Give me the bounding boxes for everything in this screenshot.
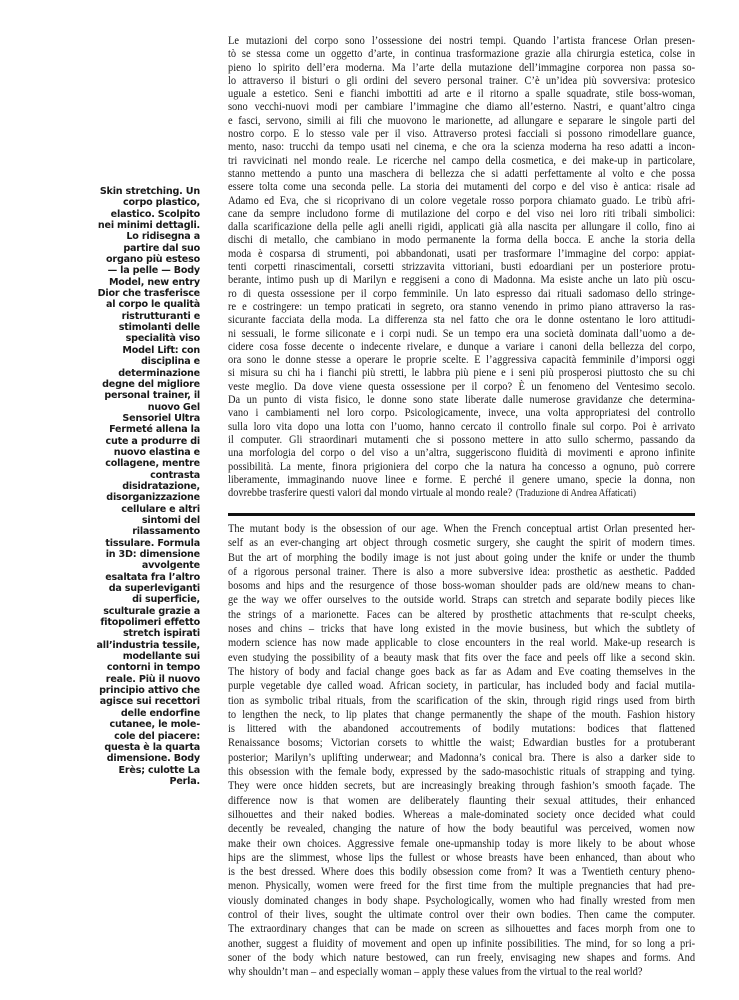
sidebar-line bbox=[58, 368, 200, 379]
translation-credit: (Traduzione di Andrea Affaticati) bbox=[515, 488, 637, 500]
english-text-line-text: another, suggest a fluidity of movement and open up infinite possibilities. The mind, for so long a pri- bbox=[228, 936, 696, 950]
sidebar-line bbox=[58, 753, 200, 764]
english-text-line bbox=[228, 765, 695, 779]
sidebar-caption bbox=[58, 186, 200, 787]
english-text-line-text: difference now is that women are deliberately flaunting their sexual attitudes, their enhanced bbox=[228, 793, 696, 807]
sidebar-line-text: corpo plastico, bbox=[123, 197, 200, 209]
italian-text-line-text: lo attraverso il bisturi o gli ordini del severo personal trainer. C’è un’idea più sovversiva: protesico bbox=[228, 73, 696, 87]
english-text-line bbox=[228, 565, 695, 579]
italian-text-line-text: ora sono le donne stesse a operare le proprie scelte. E l’aggressiva capacità femminile d’imporsi oggi bbox=[228, 353, 696, 367]
italian-text-line bbox=[228, 100, 695, 113]
english-text-line-text: But the art of morphing the bodily image is not just about going under the knife or under the thumb bbox=[228, 550, 696, 564]
sidebar-line bbox=[58, 322, 200, 333]
sidebar-line bbox=[58, 708, 200, 719]
sidebar-line bbox=[58, 674, 200, 685]
english-text-line-text: The mutant body is the obsession of our age. When the French conceptual artist Orlan presented her- bbox=[228, 522, 696, 535]
italian-text-line bbox=[228, 74, 695, 87]
sidebar-line bbox=[58, 424, 200, 435]
italian-text-line-text: ro di questa ossessione per il corpo femminile. Un lato espresso dai rituali sadomaso dello stringe- bbox=[228, 286, 696, 300]
sidebar-line-text: ristrutturanti e bbox=[121, 310, 200, 322]
english-text-line bbox=[228, 651, 695, 665]
english-text-line-text: They were once hidden secrets, but are increasingly breaking through fashion’s smooth façade. The bbox=[228, 779, 696, 793]
sidebar-line-text: all’industria tessile, bbox=[96, 639, 200, 651]
sidebar-line bbox=[58, 492, 200, 503]
english-text-line bbox=[228, 736, 695, 750]
italian-text-line-text: e fasci, servono, simili ai fili che muovono le marionette, ad allungare e separare le singole parti del bbox=[228, 113, 696, 127]
italian-text-line-text: cidere cosa fosse decente o indecente rivelare, e dunque a variare i canoni della bellezza del corpo, bbox=[228, 339, 696, 353]
english-text-line-text: self as an ever-changing art object through cosmetic surgery, she caught the spirit of modern times. bbox=[228, 536, 696, 550]
italian-text-line bbox=[228, 393, 695, 406]
sidebar-line bbox=[58, 685, 200, 696]
sidebar-line bbox=[58, 742, 200, 753]
sidebar-line-text: elastico. Scolpito bbox=[110, 208, 200, 220]
english-text-line-text: Renaissance bosoms; Victorian corsets to whittle the waist; Edwardian bustles for a protuberant bbox=[228, 736, 696, 750]
italian-text-line bbox=[228, 446, 695, 459]
sidebar-line bbox=[58, 538, 200, 549]
english-text-line-text: tion as symbolic tribal rituals, from the scarification of the skin, through rigid rings used from birth bbox=[228, 693, 696, 707]
sidebar-line-text: cutanee, le mole- bbox=[109, 719, 200, 731]
english-text-line bbox=[228, 779, 695, 793]
italian-text-line bbox=[228, 61, 695, 74]
italian-text-line-text: tenti corpetti rinascimentali, corsetti strizzavita vittoriani, busti edoardiani per un posteriore protu- bbox=[228, 260, 696, 274]
italian-text-line-text: berante, intimo push up di Marilyn e reggiseni a cono di Madonna. Ma esiste anche un lato più oscu- bbox=[228, 273, 696, 287]
sidebar-line bbox=[58, 311, 200, 322]
sidebar-line bbox=[58, 390, 200, 401]
english-text-line bbox=[228, 822, 695, 836]
italian-text-line bbox=[228, 247, 695, 260]
english-text-line bbox=[228, 894, 695, 908]
italian-text-line-text: possibilità. La mente, finora prigioniera del corpo che la natura ha concesso a ognuno, può correre bbox=[228, 459, 696, 473]
italian-text-line-text: Adamo ed Eva, che si ricoprivano di un colore vegetale rosso porpora chiamato guado. Le tribù afri- bbox=[228, 193, 696, 207]
sidebar-line bbox=[58, 254, 200, 265]
sidebar-line-text: rilassamento bbox=[132, 526, 200, 538]
sidebar-line-text: Erès; culotte La bbox=[118, 764, 200, 776]
italian-text-line-text: Le mutazioni del corpo sono l’ossessione dei nostri tempi. Quando l’artista francese Orlan presen- bbox=[228, 34, 696, 47]
italian-text-line bbox=[228, 207, 695, 220]
sidebar-line bbox=[58, 731, 200, 742]
sidebar-line-text: stimolanti delle bbox=[118, 322, 200, 334]
sidebar-line-text: Perla. bbox=[169, 775, 200, 787]
sidebar-line-text: collagene, mentre bbox=[105, 458, 200, 470]
english-text-line bbox=[228, 837, 695, 851]
english-text-line-text: ge the way we offer ourselves to the outside world. Straps can stretch and separate bodily pieces like bbox=[228, 593, 696, 607]
italian-text-line bbox=[228, 34, 695, 47]
english-text-line-text: to lengthen the neck, to lip plates that change permanently the shape of the mouth. Fashion history bbox=[228, 707, 696, 721]
italian-text-line-text: dischi di metallo, che cambiano in modo permanente la forma della bocca. E anche la storia della bbox=[228, 233, 696, 247]
english-text-line bbox=[228, 636, 695, 650]
sidebar-line bbox=[58, 719, 200, 730]
italian-text-line-text: uguale a estetico. Seni e fianchi imbottiti ad arte e il ritorno a spalle squadrate, stile boss-woman, bbox=[228, 87, 696, 101]
english-text-line-text: hips are the slimmest, whose lips the fullest or whose breasts have been enhanced, than about who bbox=[228, 850, 696, 864]
english-text-line-text: soner of the body which nature bestowed, can run freely, envisaging new shapes and forms. And bbox=[228, 950, 696, 964]
sidebar-line bbox=[58, 606, 200, 617]
sidebar-line-text: — la pelle — Body bbox=[107, 265, 200, 277]
sidebar-line bbox=[58, 436, 200, 447]
sidebar-line bbox=[58, 288, 200, 299]
sidebar-line bbox=[58, 356, 200, 367]
italian-text-line bbox=[228, 47, 695, 60]
sidebar-line bbox=[58, 640, 200, 651]
sidebar-line bbox=[58, 515, 200, 526]
english-text-line-text: the strings of a marionette. Faces can be altered by prosthetic attachments that re-sculpt cheeks, bbox=[228, 607, 696, 621]
italian-text-line bbox=[228, 167, 695, 180]
italian-text-line bbox=[228, 486, 695, 499]
italian-text-line-text: stanno mettendo a punto una maschera di bellezza che si adatti perfettamente al volto e che possa bbox=[228, 166, 696, 180]
italian-text-line bbox=[228, 460, 695, 473]
sidebar-line bbox=[58, 345, 200, 356]
italian-text-line bbox=[228, 233, 695, 246]
italian-text-line bbox=[228, 300, 695, 313]
sidebar-line-text: Skin stretching. Un bbox=[99, 186, 200, 197]
sidebar-line bbox=[58, 379, 200, 390]
sidebar-line bbox=[58, 549, 200, 560]
english-text-line-text: viously dominated changes in body shape. Psychologically, women who had finally wrested from men bbox=[228, 893, 696, 907]
italian-text-line-text: ni sessuali, le forme siliconate e i corpi nudi. Se un tempo era una società dominata dall’uomo a de- bbox=[228, 326, 696, 340]
italian-text-line bbox=[228, 473, 695, 486]
italian-text-line-text: essere tolta come una seconda pelle. La storia dei mutamenti del corpo e del viso è antica: risale ad bbox=[228, 180, 696, 194]
italian-text-line bbox=[228, 420, 695, 433]
section-divider bbox=[228, 513, 695, 516]
italian-text-line bbox=[228, 220, 695, 233]
sidebar-line bbox=[58, 696, 200, 707]
english-text-line-text: modern science has now made applicable to close encounters in the real world. Make-up research is bbox=[228, 636, 696, 650]
sidebar-line bbox=[58, 458, 200, 469]
english-text-line bbox=[228, 665, 695, 679]
sidebar-line-text: sintomi del bbox=[141, 514, 200, 526]
sidebar-line-text: sculturale grazie a bbox=[103, 605, 200, 617]
sidebar-line-text: Model Lift: con bbox=[122, 344, 200, 356]
sidebar-line bbox=[58, 765, 200, 776]
english-text-line-text: posterior; Marilyn’s uplifting underwear; and Madonna’s conical bra. There is also a darker side to bbox=[228, 750, 696, 764]
sidebar-line bbox=[58, 413, 200, 424]
english-text-line bbox=[228, 679, 695, 693]
english-text-line bbox=[228, 908, 695, 922]
sidebar-line-text: nuovo Gel bbox=[147, 401, 200, 413]
english-text-line-text: make their own choices. Aggressive female one-upmanship today is more likely to be about whose bbox=[228, 836, 696, 850]
sidebar-line-text: organo più esteso bbox=[106, 254, 200, 266]
english-text-line-text: The history of body and facial change goes back as far as Adam and Eve coating themselves in the bbox=[228, 664, 696, 678]
italian-text-line-text: sulla loro vita dopo una lotta con l’uomo, hanno cercato il controllo finale sul corpo. Poi è arrivato bbox=[228, 419, 696, 433]
sidebar-line bbox=[58, 560, 200, 571]
english-text-line-text: this obsession with the female body, expressed by the sado-masochistic rituals of strapping and tying. bbox=[228, 765, 696, 779]
sidebar-line bbox=[58, 594, 200, 605]
italian-text-line-text: re e costringere: un tempo praticati in segreto, ora stanno venendo in primo piano attraverso la ras- bbox=[228, 299, 696, 313]
sidebar-line bbox=[58, 402, 200, 413]
english-text-line-text: silhouettes and their naked bodies. Whereas a male-dominated society once decided what could bbox=[228, 807, 696, 821]
sidebar-line bbox=[58, 628, 200, 639]
sidebar-line bbox=[58, 651, 200, 662]
italian-text-line bbox=[228, 180, 695, 193]
english-text-line bbox=[228, 794, 695, 808]
english-text-line-text: The extraordinary changes that can be made on screen as silhouettes and faces morph from one to bbox=[228, 922, 696, 936]
italian-text-line bbox=[228, 406, 695, 419]
english-text-line bbox=[228, 593, 695, 607]
english-text-line bbox=[228, 551, 695, 565]
italian-text-line bbox=[228, 127, 695, 140]
sidebar-line-text: Lo ridisegna a bbox=[126, 231, 200, 243]
sidebar-line-text: disidratazione, bbox=[122, 480, 200, 492]
italian-text-line-text: si misura su chi ha i fianchi più stretti, le labbra più piene e i seni più prosperosi piuttosto che su chi bbox=[228, 366, 696, 380]
sidebar-line-text: di superficie, bbox=[132, 594, 200, 606]
sidebar-line-text: Sensoriel Ultra bbox=[122, 412, 200, 424]
sidebar-line-text: nei minimi dettagli. bbox=[97, 220, 200, 232]
english-text-line bbox=[228, 937, 695, 951]
italian-text-line-text: il computer. Gli straordinari mutamenti che si possono mettere in atto sullo schermo, passando da bbox=[228, 432, 696, 446]
sidebar-line bbox=[58, 583, 200, 594]
sidebar-line bbox=[58, 265, 200, 276]
english-text-line-text: even studying the possibility of a beauty mask that fits over the face and peels off like a second skin. bbox=[228, 650, 696, 664]
sidebar-line-text: degne del migliore bbox=[102, 378, 200, 390]
italian-text-line-text: pieno lo spirito dell’era moderna. Ma l’arte della mutazione dell’immagine corporea non passa so- bbox=[228, 60, 696, 74]
italian-text-line bbox=[228, 154, 695, 167]
italian-text-line-text: dalla scarificazione della pelle agli anelli rigidi, applicati già alla nascita per allungare il collo, fino ai bbox=[228, 220, 696, 234]
sidebar-line-text: fitopolimeri effetto bbox=[100, 617, 200, 629]
sidebar-line bbox=[58, 776, 200, 787]
sidebar-line bbox=[58, 197, 200, 208]
sidebar-line-text: disorganizzazione bbox=[106, 492, 200, 504]
italian-text-line-text: nostro corpo. E lo stesso vale per il viso. Attraverso protesi facciali si possono rimodellare guance, bbox=[228, 127, 696, 141]
sidebar-line bbox=[58, 447, 200, 458]
italian-text-line bbox=[228, 87, 695, 100]
english-text-line bbox=[228, 879, 695, 893]
english-text-line-text: is littered with the abandoned accoutrements of bodily mutations: bodices that flattened bbox=[228, 722, 696, 736]
english-text-line-text: purple vegetable dye called woad. African society, in particular, has included body and facial mutila- bbox=[228, 679, 696, 693]
sidebar-line bbox=[58, 572, 200, 583]
english-text-line bbox=[228, 622, 695, 636]
italian-text-line bbox=[228, 327, 695, 340]
italian-text-line bbox=[228, 287, 695, 300]
sidebar-line bbox=[58, 526, 200, 537]
english-text-line bbox=[228, 722, 695, 736]
english-text-line-text: menon. Physically, women were freed for the first time from the multiple pregnancies that had pre- bbox=[228, 879, 696, 893]
sidebar-line-text: dimensione. Body bbox=[106, 753, 200, 765]
sidebar-line bbox=[58, 277, 200, 288]
english-text-line bbox=[228, 922, 695, 936]
italian-text-line bbox=[228, 194, 695, 207]
italian-text-line bbox=[228, 340, 695, 353]
sidebar-line-text: questa è la quarta bbox=[104, 741, 200, 753]
english-text-line bbox=[228, 951, 695, 965]
english-text-line bbox=[228, 865, 695, 879]
english-text-line-text: noses and chins – tricks that have long existed in the movie business, but which the subtlety of bbox=[228, 622, 696, 636]
sidebar-line-text: stretch ispirati bbox=[122, 628, 200, 640]
italian-text-line bbox=[228, 273, 695, 286]
sidebar-line bbox=[58, 186, 200, 197]
italian-text-line bbox=[228, 114, 695, 127]
italian-text-line-text: Da un punto di vista fisico, le donne sono state liberate dalle numerose gravidanze che determina- bbox=[228, 393, 696, 407]
english-text-line bbox=[228, 708, 695, 722]
italian-text-line-text: moda è cosparsa di strumenti, poi abbandonati, usati per trasformare l’immagine del corpo: appiat- bbox=[228, 246, 696, 260]
italian-text-line bbox=[228, 433, 695, 446]
sidebar-line-text: contrasta bbox=[150, 469, 200, 481]
english-text-line bbox=[228, 536, 695, 550]
english-text-line bbox=[228, 579, 695, 593]
sidebar-line-text: al corpo le qualità bbox=[105, 299, 200, 311]
sidebar-line-text: contorni in tempo bbox=[106, 662, 200, 674]
sidebar-line-text: avvolgente bbox=[141, 560, 200, 572]
sidebar-line bbox=[58, 220, 200, 231]
english-text-line bbox=[228, 694, 695, 708]
sidebar-line bbox=[58, 617, 200, 628]
sidebar-line-text: cole del piacere: bbox=[114, 730, 200, 742]
italian-text-line bbox=[228, 380, 695, 393]
english-text-line bbox=[228, 851, 695, 865]
sidebar-line-text: da superleviganti bbox=[108, 583, 200, 595]
italian-text-line bbox=[228, 353, 695, 366]
sidebar-line-text: Model, new entry bbox=[108, 276, 200, 288]
italian-text-line-text: vano i cambiamenti nel loro corpo. Psicologicamente, invece, una volta appropriatesi del controllo bbox=[228, 406, 696, 420]
sidebar-line-text: reale. Più il nuovo bbox=[105, 673, 200, 685]
english-text-line-text: is the best dressed. Where does this bodily obsession come from? It was a Twentieth century pheno- bbox=[228, 865, 696, 879]
italian-text-line-text: veste meglio. Da dove viene questa ossessione per il corpo? È un fenomeno del Ventesimo secolo. bbox=[228, 379, 696, 393]
italian-text-line-text: cane da sempre includono forme di mutilazione del corpo e del viso nei loro riti tribali simbolici: bbox=[228, 206, 696, 220]
english-text-line bbox=[228, 808, 695, 822]
english-article-text bbox=[228, 522, 695, 980]
italian-text-line-text: sono vecchi-nuovi modi per cambiare l’immagine che diamo all’esterno. Nastri, e quant’altro cinga bbox=[228, 100, 696, 114]
sidebar-line-text: in 3D: dimensione bbox=[105, 549, 200, 560]
sidebar-line-text: personal trainer, il bbox=[104, 390, 200, 402]
sidebar-line-text: principio attivo che bbox=[99, 685, 200, 697]
sidebar-line bbox=[58, 231, 200, 242]
english-text-line-text: why shouldn’t man – and especially woman – apply these values from the virtual to the real world? bbox=[228, 965, 643, 979]
english-text-line-text: decently be revealed, changing the nature of how the body beautiful was perceived, women now bbox=[228, 822, 696, 836]
italian-text-line bbox=[228, 366, 695, 379]
english-text-line-text: of a rigorous personal trainer. There is also a more subversive idea: prosthetic as aesthetic. Padded bbox=[228, 564, 696, 578]
sidebar-line-text: modellante sui bbox=[122, 651, 200, 663]
italian-text-line bbox=[228, 260, 695, 273]
english-text-line bbox=[228, 751, 695, 765]
italian-text-line-text: tri ravvicinati nel mondo reale. Le ricerche nel campo della cosmetica, e dei make-up in particolare, bbox=[228, 153, 696, 167]
sidebar-line-text: partire dal suo bbox=[123, 242, 200, 254]
sidebar-line-text: disciplina e bbox=[140, 356, 200, 368]
english-text-line-text: control of their lives, sought the ultimate control over their own bodies. Then came the computer. bbox=[228, 908, 696, 922]
sidebar-line bbox=[58, 333, 200, 344]
italian-text-line-text: dovrebbe trasferire questi valori dal mondo virtuale al mondo reale? bbox=[228, 486, 513, 500]
sidebar-line-text: cellulare e altri bbox=[121, 503, 200, 515]
sidebar-line bbox=[58, 243, 200, 254]
sidebar-line bbox=[58, 662, 200, 673]
sidebar-line-text: cute a produrre di bbox=[105, 435, 200, 447]
sidebar-line bbox=[58, 209, 200, 220]
sidebar-line-text: Fermeté allena la bbox=[109, 424, 200, 436]
sidebar-line bbox=[58, 481, 200, 492]
sidebar-line-text: agisce sui recettori bbox=[99, 696, 200, 708]
english-text-line-text: bosoms and hips and the resurgence of those boss-woman shoulder pads are old/new means to chan- bbox=[228, 579, 696, 593]
italian-text-line-text: liberamente, immaginando nuove linee e forme. E perché il genere umano, specie la donna, non bbox=[228, 472, 696, 486]
italian-text-line-text: tò se stessa come un oggetto d’arte, in continua trasformazione grazie alla chirurgia estetica, colse in bbox=[228, 47, 696, 61]
sidebar-line-text: determinazione bbox=[118, 367, 200, 379]
english-text-line bbox=[228, 965, 695, 979]
sidebar-line bbox=[58, 470, 200, 481]
italian-article-text bbox=[228, 34, 695, 499]
sidebar-line bbox=[58, 299, 200, 310]
sidebar-line-text: nuovo elastina e bbox=[113, 446, 200, 458]
italian-text-line-text: mento, naso: trucchi da tempo usati nel cinema, e che ora la scienza moderna ha reso adatti a incon- bbox=[228, 140, 696, 154]
sidebar-line-text: specialità viso bbox=[125, 333, 200, 345]
english-text-line bbox=[228, 608, 695, 622]
sidebar-line-text: esaltata fra l’altro bbox=[105, 571, 200, 583]
sidebar-line-text: tissulare. Formula bbox=[105, 537, 200, 549]
sidebar-line bbox=[58, 504, 200, 515]
english-text-line bbox=[228, 522, 695, 536]
italian-text-line-text: una morfologia del corpo o del viso a un’altra, suggeriscono fluidità di movimenti e aprono infinite bbox=[228, 446, 696, 460]
italian-text-line-text: sicurante facciata della moda. La differenza sta nel fatto che ora le donne ostentano le loro attitudi- bbox=[228, 313, 696, 327]
sidebar-line-text: delle endorfine bbox=[120, 707, 200, 719]
italian-text-line bbox=[228, 140, 695, 153]
sidebar-line-text: Dior che trasferisce bbox=[97, 288, 200, 300]
italian-text-line bbox=[228, 313, 695, 326]
